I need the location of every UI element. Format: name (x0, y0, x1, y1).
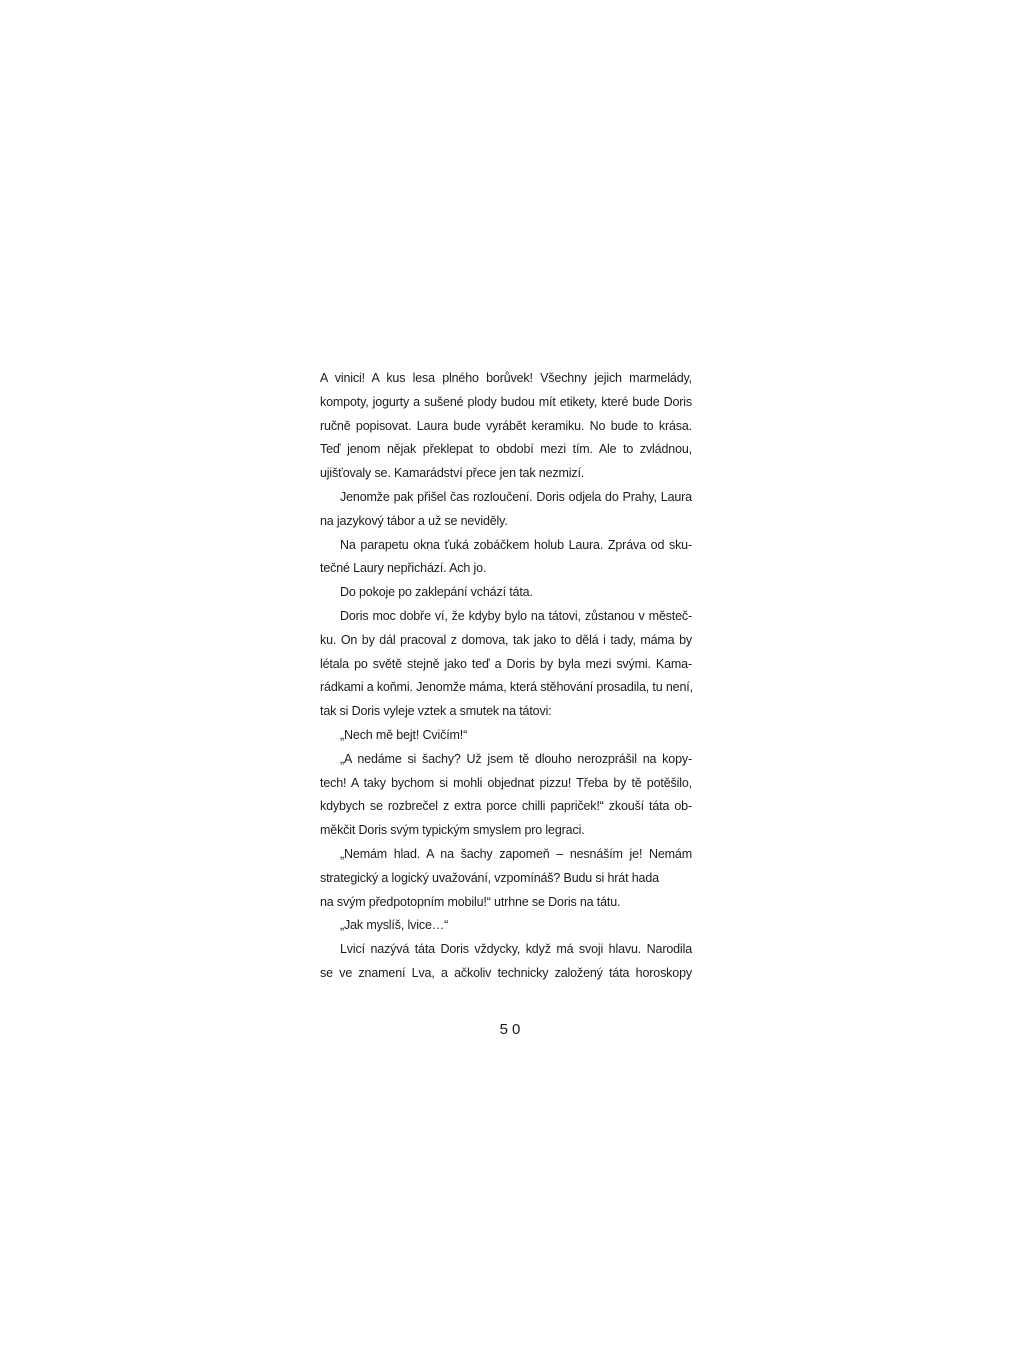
text-line: tech! A taky bychom si mohli objednat pizzu! Třeba by tě potěšilo, (320, 775, 692, 790)
text-line: Lvicí nazývá táta Doris vždycky, když má svoji hlavu. Narodila (340, 942, 692, 957)
text-line: tak si Doris vyleje vztek a smutek na tátovi: (320, 704, 552, 719)
text-line: strategický a logický uvažování, vzpomínáš? Budu si hrát hada (320, 870, 659, 885)
text-line: „Jak myslíš, lvice…“ (340, 918, 449, 933)
text-line: A vinici! A kus lesa plného borůvek! Všechny jejich marmelády, (320, 371, 692, 385)
text-line: na svým předpotopním mobilu!“ utrhne se Doris na tátu. (320, 894, 621, 909)
text-line: se ve znamení Lva, a ačkoliv technicky založený táta horoskopy (320, 965, 692, 980)
text-line: Doris moc dobře ví, že kdyby bylo na tátovi, zůstanou v městeč- (340, 608, 692, 623)
text-line: rádkami a koňmi. Jenomže máma, která stěhování prosadila, tu není, (320, 680, 693, 695)
text-line: Teď jenom nějak překlepat to období mezi tím. Ale to zvládnou, (320, 442, 692, 457)
text-line: létala po světě stejně jako teď a Doris by byla mezi svými. Kama- (320, 656, 692, 671)
text-line: kompoty, jogurty a sušené plody budou mít etikety, které bude Doris (320, 394, 692, 409)
text-line: Jenomže pak přišel čas rozloučení. Doris odjela do Prahy, Laura (340, 489, 692, 504)
text-line: „Nemám hlad. A na šachy zapomeň – nesnáším je! Nemám (340, 846, 692, 861)
text-line: „A nedáme si šachy? Už jsem tě dlouho nerozprášil na kopy- (340, 751, 692, 766)
text-line: na jazykový tábor a už se neviděly. (320, 513, 508, 528)
text-line: ku. On by dál pracoval z domova, tak jako to dělá i tady, máma by (320, 632, 692, 647)
text-line: Na parapetu okna ťuká zobáčkem holub Laura. Zpráva od sku- (340, 537, 692, 552)
text-line: ručně popisovat. Laura bude vyrábět keramiku. No bude to krása. (320, 418, 692, 433)
page-number: 50 (499, 1021, 525, 1038)
text-line: tečné Laury nepřichází. Ach jo. (320, 561, 487, 576)
body-text (320, 367, 692, 986)
text-line: Do pokoje po zaklepání vchází táta. (340, 585, 533, 600)
text-line: měkčit Doris svým typickým smyslem pro legraci. (320, 823, 585, 838)
text-line: „Nech mě bejt! Cvičím!“ (340, 727, 468, 742)
text-line: kdybych se rozbrečel z extra porce chilli papriček!“ zkouší táta ob- (320, 799, 692, 814)
text-line: ujišťovaly se. Kamarádství přece jen tak nezmizí. (320, 466, 585, 481)
